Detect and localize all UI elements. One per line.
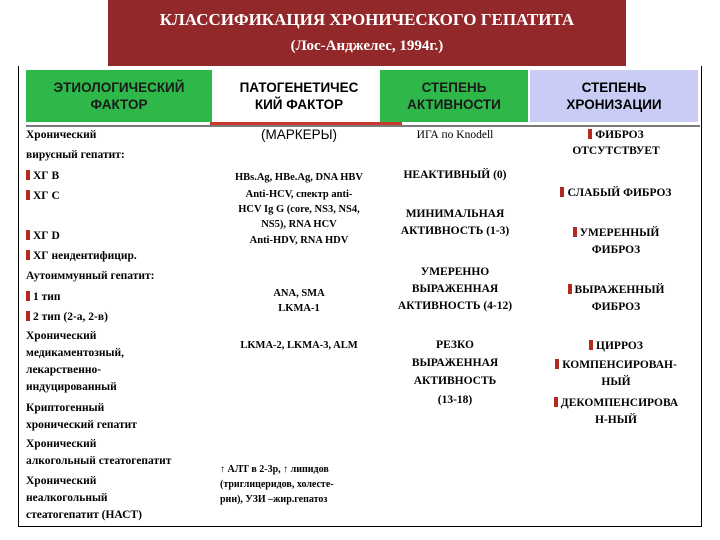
col4-expressed-fibrosis-1: ВЫРАЖЕННЫЙ: [534, 283, 698, 297]
col1-hb: ХГ В: [26, 169, 216, 183]
col2-lkma: LKMA-2, LKMA-3, ALM: [240, 340, 358, 351]
bullet-icon: [573, 227, 577, 237]
col1-drug-4: индуцированный: [26, 381, 117, 393]
col1-nalc-2: неалкогольный: [26, 492, 108, 504]
col3-minimal-1: МИНИМАЛЬНАЯ: [405, 208, 505, 220]
col4-compensated-2: НЫЙ: [601, 376, 631, 388]
col1-drug-2: медикаментозный,: [26, 347, 124, 359]
col2-alt-1: ↑ АЛТ в 2-3р, ↑ липидов: [220, 464, 329, 475]
col2-ana-2: LKMA-1: [278, 303, 320, 314]
col1-unidentified: ХГ неидентифицир.: [26, 249, 216, 263]
header-divider: [26, 125, 700, 127]
col1-crypto-1: Криптогенный: [26, 402, 105, 414]
col3-moderate-1: УМЕРЕННО: [420, 266, 490, 278]
col4-cirrhosis: ЦИРРОЗ: [534, 339, 698, 353]
header-pathogenesis: ПАТОГЕНЕТИЧЕС КИЙ ФАКТОР: [218, 70, 380, 122]
header-chronization: СТЕПЕНЬ ХРОНИЗАЦИИ: [530, 70, 698, 122]
col1-type2: 2 тип (2-а, 2-в): [26, 310, 216, 324]
col4-decompensated-1: ДЕКОМПЕНСИРОВА: [534, 396, 698, 410]
col3-minimal-2: АКТИВНОСТЬ (1-3): [400, 225, 510, 237]
col3-severe-4: (13-18): [437, 394, 473, 406]
bullet-icon: [588, 129, 592, 139]
title-banner: [108, 0, 626, 66]
bullet-icon: [560, 187, 564, 197]
col4-weak-fibrosis: СЛАБЫЙ ФИБРОЗ: [534, 186, 698, 200]
col3-moderate-2: ВЫРАЖЕННАЯ: [411, 283, 499, 295]
col4-decompensated-2: Н-НЫЙ: [595, 414, 637, 426]
title-line-2: (Лос-Анджелес, 1994г.): [290, 38, 444, 54]
col1-hd: ХГ D: [26, 229, 216, 243]
col1-autoimmune: Аутоиммунный гепатит:: [26, 270, 155, 282]
bullet-icon: [568, 284, 572, 294]
col4-compensated-1: КОМПЕНСИРОВАН-: [534, 358, 698, 372]
col1-viral-2: вирусный гепатит:: [26, 149, 125, 161]
col4-no-fibrosis-2: ОТСУТСТВУЕТ: [572, 145, 660, 157]
bullet-icon: [589, 340, 593, 350]
bullet-icon: [26, 190, 30, 200]
col1-drug-3: лекарственно-: [26, 364, 102, 376]
col2-hdv: Anti-HDV, RNA HDV: [249, 235, 349, 246]
col4-moderate-fibrosis-2: ФИБРОЗ: [591, 244, 641, 256]
col2-hcv-2: HCV Ig G (core, NS3, NS4,: [238, 204, 360, 215]
col1-crypto-2: хронический гепатит: [26, 419, 137, 431]
col4-no-fibrosis-1: ФИБРОЗ: [534, 128, 698, 142]
col1-nalc-1: Хронический: [26, 475, 97, 487]
col2-hcv-1: Anti-HCV, спектр anti-: [245, 189, 353, 200]
bullet-icon: [26, 311, 30, 321]
col2-markers: (МАРКЕРЫ): [260, 127, 338, 142]
col2-alt-2: (триглицеридов, холесте-: [220, 479, 334, 490]
bullet-icon: [555, 359, 559, 369]
header-activity: СТЕПЕНЬ АКТИВНОСТИ: [380, 70, 528, 122]
bullet-icon: [26, 230, 30, 240]
col1-hc: ХГ С: [26, 189, 216, 203]
col2-hcv-3: NS5), RNA HCV: [261, 219, 337, 230]
col4-moderate-fibrosis-1: УМЕРЕННЫЙ: [534, 226, 698, 240]
col3-severe-1: РЕЗКО: [436, 339, 474, 351]
col2-alt-3: рин), УЗИ –жир.гепатоз: [220, 494, 328, 505]
title-line-1: КЛАССИФИКАЦИЯ ХРОНИЧЕСКОГО ГЕПАТИТА: [159, 10, 575, 29]
col3-severe-3: АКТИВНОСТЬ: [413, 375, 497, 387]
col3-moderate-3: АКТИВНОСТЬ (4-12): [397, 300, 513, 312]
header-etiology: ЭТИОЛОГИЧЕСКИЙ ФАКТОР: [26, 70, 212, 122]
bullet-icon: [26, 250, 30, 260]
col1-alc-1: Хронический: [26, 438, 97, 450]
col1-nalc-3: стеатогепатит (НАСТ): [26, 509, 142, 521]
col1-viral-1: Хронический: [26, 129, 97, 141]
col2-hbv: HBs.Ag, HBe.Ag, DNA HBV: [234, 172, 364, 183]
col3-iga: ИГА по Knodell: [416, 129, 494, 141]
col3-inactive: НЕАКТИВНЫЙ (0): [403, 169, 507, 181]
col2-ana-1: ANA, SMA: [273, 288, 325, 299]
bullet-icon: [26, 291, 30, 301]
col1-type1: 1 тип: [26, 290, 216, 304]
col1-alc-2: алкогольный стеатогепатит: [26, 455, 172, 467]
bullet-icon: [554, 397, 558, 407]
col4-expressed-fibrosis-2: ФИБРОЗ: [591, 301, 641, 313]
col3-severe-2: ВЫРАЖЕННАЯ: [411, 357, 499, 369]
bullet-icon: [26, 170, 30, 180]
col1-drug-1: Хронический: [26, 330, 97, 342]
